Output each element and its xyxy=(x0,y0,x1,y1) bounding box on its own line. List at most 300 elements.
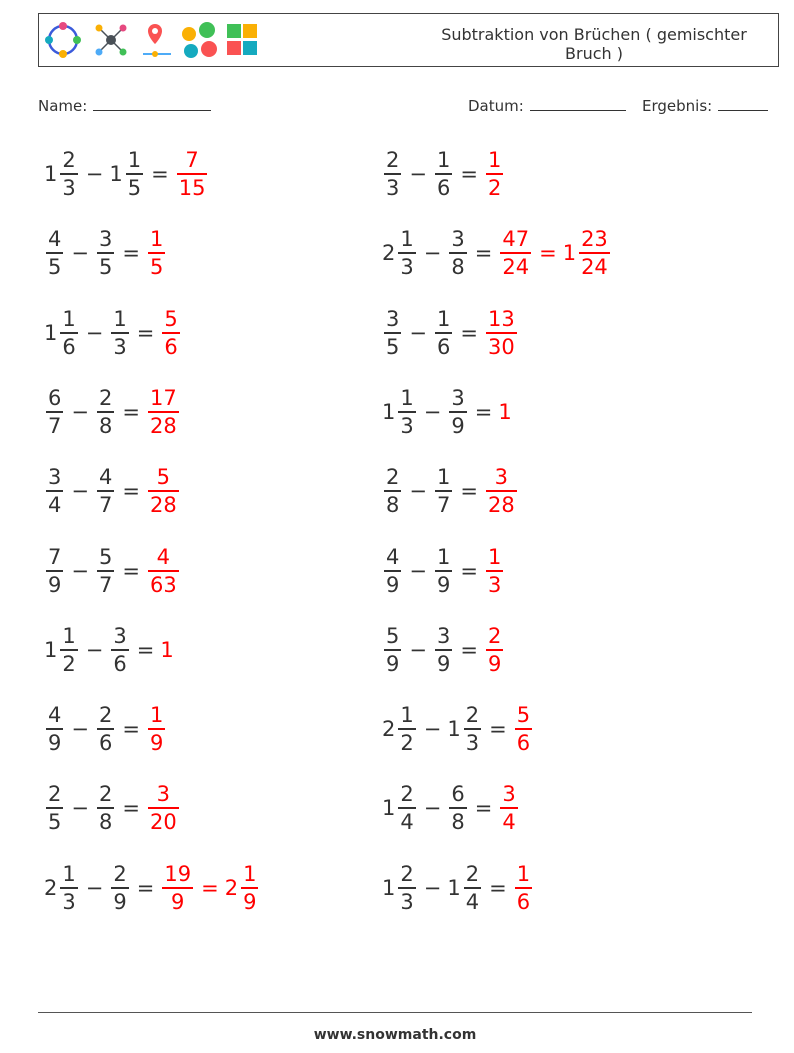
numerator: 3 xyxy=(494,465,509,490)
fraction xyxy=(46,544,63,598)
equals-sign: = xyxy=(474,241,493,266)
answer xyxy=(513,861,534,915)
name-field[interactable] xyxy=(38,94,211,115)
result-label: Ergebnis: xyxy=(642,97,713,115)
fraction xyxy=(398,702,415,756)
numerator: 1 xyxy=(516,861,531,886)
numerator: 2 xyxy=(98,703,113,728)
numerator: 3 xyxy=(156,782,171,807)
problem-item xyxy=(382,775,520,841)
puzzle-icon xyxy=(227,24,257,55)
answer xyxy=(513,702,534,756)
whole-part: 1 xyxy=(44,320,58,345)
numerator: 3 xyxy=(451,385,465,410)
numerator: 1 xyxy=(436,148,451,172)
denominator: 2 xyxy=(400,731,414,756)
denominator: 7 xyxy=(98,493,113,518)
answer xyxy=(498,226,611,280)
minus-sign: − xyxy=(85,875,104,900)
denominator: 9 xyxy=(48,731,62,756)
numerator: 2 xyxy=(386,148,400,172)
problem-item xyxy=(382,617,505,683)
denominator: 3 xyxy=(487,572,502,597)
fraction xyxy=(398,861,415,915)
answer xyxy=(160,861,260,915)
answer xyxy=(160,637,174,663)
numerator: 5 xyxy=(156,465,171,490)
numerator: 1 xyxy=(400,385,414,410)
mixed-number xyxy=(484,464,519,518)
denominator: 6 xyxy=(113,651,127,676)
fraction xyxy=(486,544,503,598)
mixed-number xyxy=(109,306,130,360)
fraction xyxy=(162,306,179,360)
equals-sign: = xyxy=(460,162,478,186)
minus-sign: − xyxy=(71,479,89,504)
numerator: 1 xyxy=(436,544,451,569)
integer-value: 1 xyxy=(498,399,512,424)
fraction xyxy=(384,464,401,518)
equals-sign: = xyxy=(460,637,478,662)
mixed-number xyxy=(95,544,116,598)
problem-item xyxy=(382,855,534,921)
numerator: 2 xyxy=(487,623,502,648)
fraction xyxy=(148,781,179,835)
minus-sign: − xyxy=(409,479,427,504)
minus-sign: − xyxy=(423,717,442,742)
denominator: 7 xyxy=(98,572,113,597)
numerator: 1 xyxy=(113,306,127,331)
numerator: 1 xyxy=(436,465,451,490)
answer xyxy=(484,623,505,677)
denominator: 9 xyxy=(386,572,400,597)
denominator: 9 xyxy=(487,651,502,676)
problem-item xyxy=(382,696,534,762)
mixed-number xyxy=(160,637,174,663)
denominator: 4 xyxy=(502,810,516,835)
fraction xyxy=(449,781,466,835)
mixed-number xyxy=(146,702,167,756)
mixed-number xyxy=(44,306,80,360)
mixed-number xyxy=(146,544,181,598)
equals-sign: = xyxy=(460,558,478,583)
denominator: 24 xyxy=(581,255,608,280)
equals-sign: = xyxy=(489,717,507,742)
mixed-number xyxy=(95,781,116,835)
fraction xyxy=(148,702,165,756)
mixed-number xyxy=(433,306,454,360)
minus-sign: − xyxy=(85,320,104,345)
numerator: 2 xyxy=(386,465,400,490)
numerator: 2 xyxy=(48,782,62,807)
whole-part: 1 xyxy=(447,875,461,900)
answer xyxy=(498,781,519,835)
fraction xyxy=(111,306,128,360)
logo-icons xyxy=(43,20,269,60)
fraction xyxy=(464,861,481,915)
problem-item xyxy=(382,300,519,366)
whole-part: 1 xyxy=(562,241,577,266)
date-field[interactable] xyxy=(468,94,626,115)
denominator: 6 xyxy=(62,334,76,359)
numerator: 4 xyxy=(48,703,62,728)
whole-part: 1 xyxy=(382,399,396,424)
answer xyxy=(146,702,167,756)
fraction xyxy=(60,306,77,360)
mixed-number xyxy=(563,226,612,280)
whole-part: 1 xyxy=(447,717,461,742)
denominator: 3 xyxy=(386,176,400,200)
equals-sign: = xyxy=(136,637,155,662)
footer-divider xyxy=(38,1012,752,1013)
name-label: Name: xyxy=(38,97,88,115)
mixed-number xyxy=(447,861,483,915)
mixed-number xyxy=(109,147,145,201)
problem-item xyxy=(44,538,181,604)
denominator: 24 xyxy=(502,255,530,280)
mixed-number xyxy=(44,861,80,915)
numerator: 1 xyxy=(487,544,502,569)
answer xyxy=(160,306,181,360)
denominator: 3 xyxy=(113,334,127,359)
equals-sign: = xyxy=(474,796,493,821)
denominator: 5 xyxy=(127,176,142,200)
numerator: 1 xyxy=(400,227,414,252)
problem-item xyxy=(382,220,612,286)
fraction xyxy=(241,861,258,915)
numerator: 4 xyxy=(98,465,113,490)
minus-sign: − xyxy=(423,241,442,266)
fraction xyxy=(60,861,77,915)
whole-part: 1 xyxy=(382,796,396,821)
whole-part: 1 xyxy=(44,637,58,662)
fraction xyxy=(97,544,114,598)
mixed-number xyxy=(44,464,65,518)
mixed-number xyxy=(382,226,418,280)
fraction xyxy=(515,861,532,915)
denominator: 20 xyxy=(149,810,177,835)
mixed-number xyxy=(498,781,519,835)
fraction xyxy=(435,623,452,677)
result-blank[interactable] xyxy=(718,94,768,111)
fraction xyxy=(126,147,143,201)
fraction xyxy=(398,385,415,439)
mixed-number xyxy=(498,399,512,425)
minus-sign: − xyxy=(71,796,89,821)
minus-sign: − xyxy=(409,320,427,345)
denominator: 3 xyxy=(400,889,414,914)
mixed-number xyxy=(146,781,181,835)
whole-part: 2 xyxy=(224,875,239,900)
numerator: 6 xyxy=(451,782,465,807)
cycle-icon xyxy=(45,22,81,58)
numerator: 2 xyxy=(98,385,113,410)
fraction xyxy=(148,544,179,598)
fraction xyxy=(464,702,481,756)
denominator: 2 xyxy=(62,651,76,676)
numerator: 5 xyxy=(98,544,113,569)
mixed-number xyxy=(95,464,116,518)
fraction xyxy=(111,623,128,677)
denominator: 6 xyxy=(516,889,531,914)
mixed-number xyxy=(484,147,505,201)
mixed-number xyxy=(382,861,418,915)
date-blank[interactable] xyxy=(530,94,626,111)
problem-item xyxy=(44,379,181,445)
equals-sign: = xyxy=(122,558,140,583)
minus-sign: − xyxy=(85,162,104,186)
numerator: 3 xyxy=(451,227,465,252)
denominator: 3 xyxy=(465,731,480,756)
numerator: 3 xyxy=(113,623,127,648)
fraction xyxy=(486,147,503,201)
fraction xyxy=(60,147,77,201)
numerator: 2 xyxy=(400,861,414,886)
mixed-number xyxy=(447,702,483,756)
minus-sign: − xyxy=(71,399,89,424)
mixed-number xyxy=(433,623,454,677)
denominator: 9 xyxy=(436,572,451,597)
fraction xyxy=(148,385,179,439)
numerator: 19 xyxy=(164,861,192,886)
denominator: 9 xyxy=(48,572,62,597)
denominator: 9 xyxy=(243,889,257,914)
problem-item xyxy=(44,300,182,366)
fraction xyxy=(148,226,165,280)
minus-sign: − xyxy=(409,162,427,186)
fraction xyxy=(500,781,517,835)
fraction xyxy=(435,464,452,518)
mixed-number xyxy=(146,385,181,439)
fraction xyxy=(500,226,531,280)
bubbles-icon xyxy=(182,22,217,58)
mixed-number xyxy=(382,781,418,835)
fraction xyxy=(60,623,77,677)
answer xyxy=(498,399,512,425)
result-field[interactable] xyxy=(642,94,768,115)
mixed-number xyxy=(95,385,116,439)
problem-item xyxy=(382,458,519,524)
fraction xyxy=(449,226,466,280)
equals-sign: = xyxy=(122,241,140,266)
denominator: 6 xyxy=(436,176,451,200)
fraction xyxy=(435,306,452,360)
minus-sign: − xyxy=(409,558,427,583)
denominator: 8 xyxy=(451,810,465,835)
info-row xyxy=(38,94,771,116)
denominator: 9 xyxy=(436,651,451,676)
numerator: 3 xyxy=(436,623,451,648)
numerator: 2 xyxy=(98,782,113,807)
fraction xyxy=(46,702,63,756)
answer xyxy=(146,464,181,518)
mixed-number xyxy=(513,702,534,756)
name-blank[interactable] xyxy=(93,94,211,111)
mixed-number xyxy=(382,702,418,756)
equals-sign: = xyxy=(474,399,493,424)
mixed-number xyxy=(95,702,116,756)
numerator: 1 xyxy=(400,703,414,728)
numerator: 3 xyxy=(502,782,516,807)
fraction xyxy=(384,623,401,677)
whole-part: 2 xyxy=(382,717,396,742)
fraction xyxy=(384,147,401,201)
problem-item xyxy=(44,141,209,207)
answer xyxy=(146,544,181,598)
numerator: 4 xyxy=(386,544,400,569)
page-title: Subtraktion von Brüchen ( gemischter Bruch ) xyxy=(441,25,747,63)
equals-sign: = xyxy=(122,479,140,504)
mixed-number xyxy=(160,861,195,915)
equals-sign: = xyxy=(151,162,169,186)
numerator: 1 xyxy=(149,703,164,728)
numerator: 7 xyxy=(48,544,62,569)
mixed-number xyxy=(382,385,418,439)
numerator: 47 xyxy=(502,227,530,252)
equals-sign: = xyxy=(136,320,155,345)
denominator: 5 xyxy=(48,810,62,835)
numerator: 1 xyxy=(62,861,76,886)
equals-sign: = xyxy=(122,399,140,424)
whole-part: 2 xyxy=(44,875,58,900)
fraction xyxy=(46,781,63,835)
numerator: 5 xyxy=(516,703,531,728)
fraction xyxy=(162,861,193,915)
denominator: 9 xyxy=(113,889,127,914)
denominator: 9 xyxy=(149,731,164,756)
equals-sign: = xyxy=(460,320,478,345)
problem-item xyxy=(382,141,505,207)
mixed-number xyxy=(225,861,261,915)
mixed-number xyxy=(447,226,468,280)
mixed-number xyxy=(175,147,210,201)
integer-value: 1 xyxy=(160,637,174,662)
problem-item xyxy=(44,855,260,921)
equals-sign: = xyxy=(122,717,140,742)
fraction xyxy=(398,226,415,280)
mixed-number xyxy=(44,781,65,835)
numerator: 2 xyxy=(113,861,127,886)
equals-sign: = xyxy=(539,241,557,266)
mixed-number xyxy=(433,464,454,518)
numerator: 2 xyxy=(465,861,480,886)
numerator: 1 xyxy=(62,623,76,648)
mixed-number xyxy=(44,385,65,439)
numerator: 2 xyxy=(62,148,76,172)
minus-sign: − xyxy=(85,637,104,662)
problem-item xyxy=(44,775,181,841)
mixed-number xyxy=(447,385,468,439)
minus-sign: − xyxy=(71,241,89,266)
problem-item xyxy=(44,696,167,762)
denominator: 6 xyxy=(98,731,113,756)
answer xyxy=(484,306,519,360)
numerator: 3 xyxy=(386,306,400,331)
answer xyxy=(175,147,210,201)
denominator: 3 xyxy=(400,413,414,438)
denominator: 28 xyxy=(487,493,515,518)
mixed-number xyxy=(95,226,116,280)
equals-sign: = xyxy=(201,875,219,900)
problem-item xyxy=(44,617,175,683)
mixed-number xyxy=(146,464,181,518)
mixed-number xyxy=(382,306,403,360)
numerator: 1 xyxy=(243,861,257,886)
denominator: 8 xyxy=(98,810,113,835)
mixed-number xyxy=(433,147,454,201)
answer xyxy=(146,226,167,280)
denominator: 6 xyxy=(516,731,531,756)
fraction xyxy=(97,464,114,518)
fraction xyxy=(384,544,401,598)
numerator: 5 xyxy=(386,623,400,648)
mixed-number xyxy=(44,544,65,598)
denominator: 15 xyxy=(178,176,206,200)
denominator: 6 xyxy=(436,334,451,359)
fraction xyxy=(384,306,401,360)
fraction xyxy=(46,464,63,518)
fraction xyxy=(97,702,114,756)
whole-part: 1 xyxy=(109,162,123,186)
denominator: 7 xyxy=(48,413,62,438)
numerator: 1 xyxy=(127,148,142,172)
fraction xyxy=(46,385,63,439)
numerator: 4 xyxy=(48,227,62,252)
denominator: 3 xyxy=(62,176,76,200)
numerator: 1 xyxy=(436,306,451,331)
equals-sign: = xyxy=(122,796,140,821)
fraction xyxy=(515,702,532,756)
mixed-number xyxy=(44,147,80,201)
numerator: 17 xyxy=(149,385,177,410)
mixed-number xyxy=(382,623,403,677)
fraction xyxy=(486,306,517,360)
numerator: 23 xyxy=(581,227,608,252)
denominator: 28 xyxy=(149,413,177,438)
fraction xyxy=(177,147,208,201)
fraction xyxy=(148,464,179,518)
fraction xyxy=(97,385,114,439)
mixed-number xyxy=(382,464,403,518)
location-pin-icon xyxy=(143,24,171,57)
mixed-number xyxy=(44,623,80,677)
denominator: 8 xyxy=(451,255,465,280)
answer xyxy=(146,781,181,835)
mixed-number xyxy=(484,623,505,677)
fraction xyxy=(435,544,452,598)
fraction xyxy=(111,861,128,915)
denominator: 4 xyxy=(465,889,480,914)
problem-item xyxy=(44,220,167,286)
minus-sign: − xyxy=(409,637,427,662)
minus-sign: − xyxy=(423,875,442,900)
numerator: 4 xyxy=(156,544,171,569)
fraction xyxy=(579,226,610,280)
mixed-number xyxy=(109,623,130,677)
answer xyxy=(146,385,181,439)
equals-sign: = xyxy=(489,875,507,900)
denominator: 5 xyxy=(386,334,400,359)
footer-website: www.snowmath.com xyxy=(313,1027,477,1043)
minus-sign: − xyxy=(423,399,442,424)
answer xyxy=(484,544,505,598)
denominator: 8 xyxy=(386,493,400,518)
mixed-number xyxy=(484,306,519,360)
numerator: 2 xyxy=(400,782,414,807)
whole-part: 1 xyxy=(382,875,396,900)
minus-sign: − xyxy=(423,796,442,821)
mixed-number xyxy=(382,147,403,201)
